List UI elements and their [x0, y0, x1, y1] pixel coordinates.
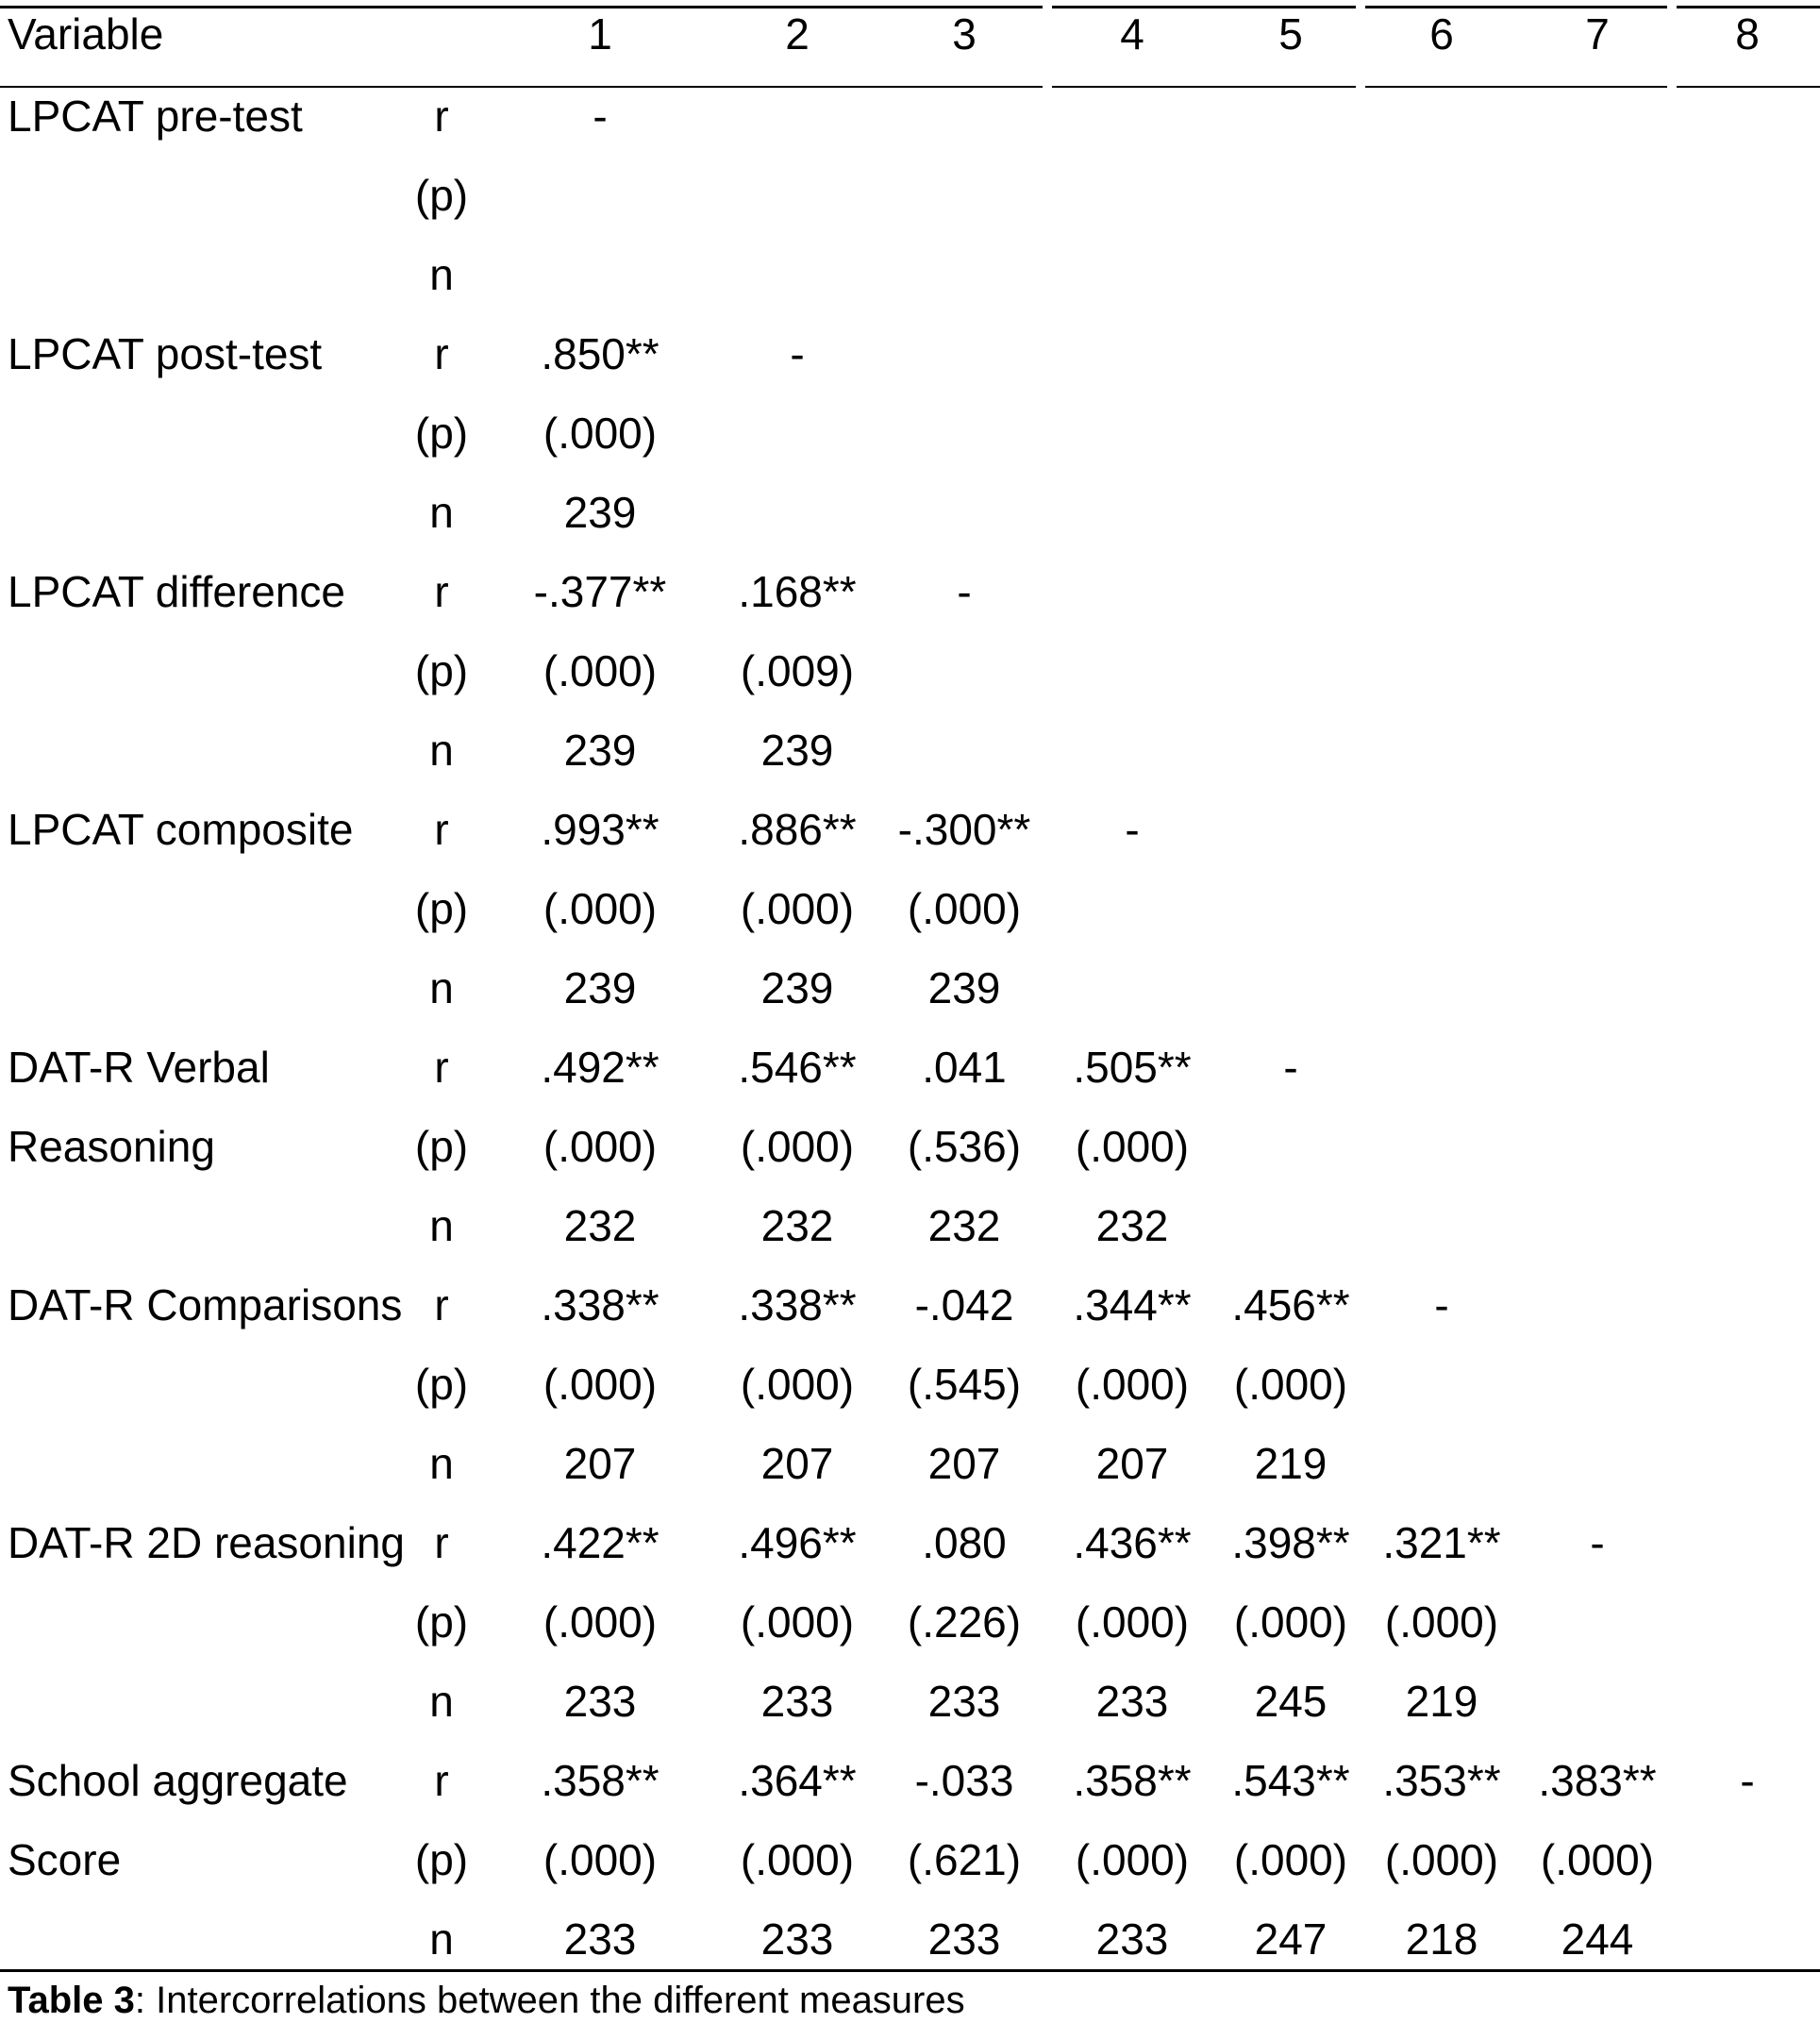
table-cell: .080 — [922, 1518, 1007, 1567]
table-cell: .353** — [1382, 1756, 1501, 1805]
caption-label: Table 3 — [8, 1980, 135, 2021]
stat-label-r: r — [434, 1518, 449, 1567]
header-column-8: 8 — [1735, 9, 1760, 59]
stat-label-n: n — [429, 1201, 454, 1250]
stat-label-r: r — [434, 1756, 449, 1805]
table-cell: .456** — [1231, 1280, 1350, 1329]
table-cell: (.000) — [1540, 1835, 1655, 1884]
table-cell: 239 — [760, 963, 834, 1012]
row-label: DAT-R Verbal — [8, 1043, 270, 1092]
table-cell: (.000) — [543, 409, 658, 458]
stat-label-r: r — [434, 92, 449, 141]
table-cell: 232 — [927, 1201, 1001, 1250]
header-column-4: 4 — [1120, 9, 1144, 59]
table-cell: 245 — [1254, 1677, 1327, 1726]
header-column-1: 1 — [588, 9, 612, 59]
stat-label-n: n — [429, 488, 454, 537]
table-cell: 233 — [1095, 1677, 1169, 1726]
stat-label-n: n — [429, 726, 454, 775]
stat-label-r: r — [434, 1280, 449, 1329]
table-cell: 233 — [927, 1677, 1001, 1726]
table-cell: 233 — [563, 1677, 637, 1726]
table-cell: 233 — [563, 1914, 637, 1964]
table-cell: .886** — [738, 805, 857, 854]
table-bottom-rule — [0, 1969, 1820, 1972]
table-cell: .358** — [1073, 1756, 1192, 1805]
table-cell: .344** — [1073, 1280, 1192, 1329]
table-cell: .321** — [1382, 1518, 1501, 1567]
table-cell: (.000) — [1075, 1597, 1190, 1647]
table-cell: .041 — [922, 1043, 1007, 1092]
table-cell: (.000) — [740, 1122, 855, 1171]
table-cell: (.000) — [543, 1122, 658, 1171]
table-cell: (.000) — [543, 1360, 658, 1409]
table-cell: 244 — [1561, 1914, 1634, 1964]
table-cell: .338** — [738, 1280, 857, 1329]
table-cell: 218 — [1405, 1914, 1478, 1964]
stat-label-p: (p) — [414, 884, 469, 933]
table-cell: (.000) — [543, 1835, 658, 1884]
table-cell: (.000) — [1233, 1835, 1348, 1884]
table-cell: 207 — [563, 1439, 637, 1488]
header-top-rule — [1052, 6, 1356, 8]
table-cell: .398** — [1231, 1518, 1350, 1567]
table-cell: - — [1590, 1518, 1605, 1567]
stat-label-r: r — [434, 1043, 449, 1092]
table-cell: - — [1740, 1756, 1755, 1805]
header-variable: Variable — [8, 9, 164, 59]
table-cell: (.000) — [907, 884, 1022, 933]
table-cell: 232 — [1095, 1201, 1169, 1250]
table-cell: -.033 — [914, 1756, 1014, 1805]
row-label: School aggregate — [8, 1756, 348, 1805]
table-cell: (.621) — [907, 1835, 1022, 1884]
table-cell: (.000) — [543, 884, 658, 933]
table-cell: 233 — [760, 1677, 834, 1726]
header-column-6: 6 — [1429, 9, 1454, 59]
table-cell: (.009) — [740, 646, 855, 695]
header-column-3: 3 — [952, 9, 977, 59]
stat-label-r: r — [434, 329, 449, 378]
row-label: DAT-R Comparisons — [8, 1280, 403, 1329]
table-cell: (.545) — [907, 1360, 1022, 1409]
table-cell: (.000) — [740, 1835, 855, 1884]
stat-label-p: (p) — [414, 409, 469, 458]
table-cell: .436** — [1073, 1518, 1192, 1567]
stat-label-p: (p) — [414, 1835, 469, 1884]
table-cell: -.042 — [914, 1280, 1014, 1329]
table-cell: (.000) — [740, 1360, 855, 1409]
stat-label-r: r — [434, 567, 449, 616]
table-cell: .338** — [541, 1280, 660, 1329]
table-cell: - — [1125, 805, 1140, 854]
table-cell: .850** — [541, 329, 660, 378]
table-cell: 232 — [563, 1201, 637, 1250]
table-cell: (.000) — [740, 884, 855, 933]
table-cell: (.000) — [740, 1597, 855, 1647]
table-cell: 219 — [1254, 1439, 1327, 1488]
table-cell: 233 — [760, 1914, 834, 1964]
table-cell: - — [957, 567, 972, 616]
table-cell: (.000) — [1384, 1835, 1499, 1884]
table-cell: -.300** — [897, 805, 1031, 854]
stat-label-n: n — [429, 250, 454, 299]
header-top-rule — [1365, 6, 1667, 8]
stat-label-p: (p) — [414, 1597, 469, 1647]
table-cell: - — [1283, 1043, 1298, 1092]
table-cell: .422** — [541, 1518, 660, 1567]
table-cell: - — [593, 92, 608, 141]
stat-label-r: r — [434, 805, 449, 854]
table-cell: (.000) — [1233, 1597, 1348, 1647]
table-cell: - — [1434, 1280, 1449, 1329]
table-cell: 233 — [1095, 1914, 1169, 1964]
stat-label-p: (p) — [414, 646, 469, 695]
table-cell: 239 — [760, 726, 834, 775]
caption-text: : Intercorrelations between the different measures — [134, 1980, 965, 2021]
row-label: LPCAT composite — [8, 805, 354, 854]
header-column-7: 7 — [1585, 9, 1610, 59]
table-cell: (.000) — [1233, 1360, 1348, 1409]
table-cell: 219 — [1405, 1677, 1478, 1726]
table-cell: .543** — [1231, 1756, 1350, 1805]
row-label-continued: Reasoning — [8, 1122, 215, 1171]
table-cell: (.000) — [543, 1597, 658, 1647]
header-bottom-rule — [1365, 86, 1667, 88]
table-cell: .993** — [541, 805, 660, 854]
table-cell: (.536) — [907, 1122, 1022, 1171]
table-cell: .505** — [1073, 1043, 1192, 1092]
table-cell: (.000) — [1384, 1597, 1499, 1647]
table-cell: (.226) — [907, 1597, 1022, 1647]
stat-label-n: n — [429, 1439, 454, 1488]
table-cell: 239 — [563, 963, 637, 1012]
table-cell: (.000) — [1075, 1360, 1190, 1409]
header-bottom-rule — [1052, 86, 1356, 88]
stat-label-n: n — [429, 1914, 454, 1964]
table-cell: (.000) — [543, 646, 658, 695]
header-bottom-rule — [0, 86, 1043, 88]
stat-label-p: (p) — [414, 1360, 469, 1409]
table-cell: 207 — [927, 1439, 1001, 1488]
table-cell: 239 — [563, 726, 637, 775]
row-label-continued: Score — [8, 1835, 122, 1884]
table-cell: .496** — [738, 1518, 857, 1567]
table-cell: 207 — [760, 1439, 834, 1488]
table-cell: (.000) — [1075, 1835, 1190, 1884]
stat-label-p: (p) — [414, 171, 469, 220]
table-cell: -.377** — [533, 567, 667, 616]
table-cell: 233 — [927, 1914, 1001, 1964]
table-cell: .358** — [541, 1756, 660, 1805]
row-label: LPCAT difference — [8, 567, 345, 616]
table-cell: 239 — [563, 488, 637, 537]
table-cell: .168** — [738, 567, 857, 616]
header-column-2: 2 — [785, 9, 810, 59]
header-bottom-rule — [1677, 86, 1820, 88]
table-cell: - — [790, 329, 805, 378]
table-cell: 207 — [1095, 1439, 1169, 1488]
table-caption — [8, 1978, 965, 2023]
table-cell: 239 — [927, 963, 1001, 1012]
header-column-5: 5 — [1278, 9, 1303, 59]
stat-label-n: n — [429, 1677, 454, 1726]
row-label: LPCAT post-test — [8, 329, 323, 378]
table-cell: .364** — [738, 1756, 857, 1805]
stat-label-n: n — [429, 963, 454, 1012]
table-cell: (.000) — [1075, 1122, 1190, 1171]
table-cell: .383** — [1538, 1756, 1657, 1805]
table-cell: 232 — [760, 1201, 834, 1250]
table-cell: 247 — [1254, 1914, 1327, 1964]
table-cell: .546** — [738, 1043, 857, 1092]
row-label: DAT-R 2D reasoning — [8, 1518, 405, 1567]
row-label: LPCAT pre-test — [8, 92, 303, 141]
stat-label-p: (p) — [414, 1122, 469, 1171]
table-cell: .492** — [541, 1043, 660, 1092]
